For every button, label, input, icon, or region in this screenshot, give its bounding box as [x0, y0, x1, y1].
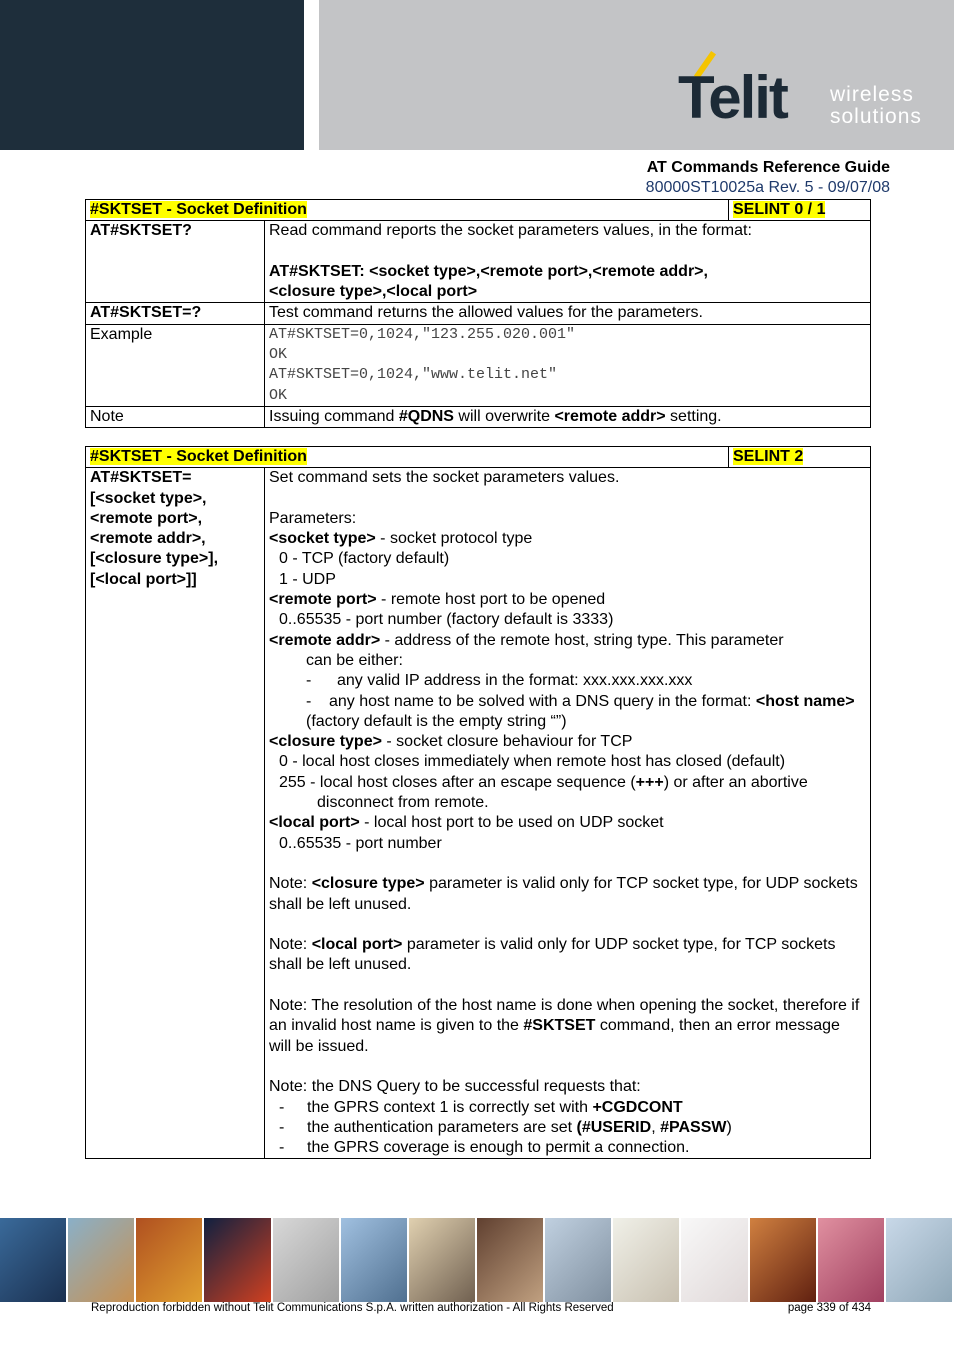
document-title: [646, 158, 890, 198]
table-title: #SKTSET - Socket Definition: [90, 448, 307, 465]
copyright-notice: Reproduction forbidden without Telit Communications S.p.A. written authorization - All Rights Reserved: [91, 1302, 614, 1314]
command-name: AT#SKTSET=?: [86, 303, 265, 324]
table-row: [86, 221, 871, 303]
table-header-row: [86, 200, 871, 221]
row-label: Example: [86, 324, 265, 406]
table-title: #SKTSET - Socket Definition: [90, 201, 307, 218]
command-syntax: AT#SKTSET= [<socket type>, <remote port>, <remote addr>, [<closure type>], [<local port>]]: [86, 468, 265, 1159]
command-description: Set command sets the socket parameters values. Parameters: <socket type> - socket protocol type 0 - TCP (factory default) 1 - UDP <remote port> - remote host port to be opened 0..65535 - port number (factory default is 3333) <remote addr> - address of the remote host, string type. This parameter can be either: - any valid IP address in the format: xxx.xxx.xxx.xxx - any host name to be solved with a DNS query in the format: <host name> (factory default is the empty string “”) <closure type> - socket closure behaviour for TCP 0 - local host closes immediately when remote host has closed (default) 255 - local host closes after an escape sequence (+++) or after an abortive disconnect from remote. <local port> - local host port to be used on UDP socket 0..65535 - port number Note: <closure type> parameter is valid only for TCP socket type, for UDP sockets shall be left unused. Note: <local port> parameter is valid only for UDP socket type, for TCP sockets shall be left unused. Note: The resolution of the host name is done when opening the socket, therefore if an invalid host name is given to the #SKTSET command, then an error message will be issued. Note: the DNS Query to be successful requests that: - the GPRS context 1 is correctly set with +CGDCONT - the authentication parameters are set (#USERID, #PASSW) - the GPRS coverage is enough to permit a connection.: [265, 468, 871, 1159]
param-closure-type: <closure type> - socket closure behaviour for TCP: [269, 733, 633, 751]
param-socket-type: <socket type> - socket protocol type: [269, 530, 533, 548]
command-table-selint-2: [85, 446, 871, 1159]
command-description: Test command returns the allowed values for the parameters.: [265, 303, 871, 324]
logo-wordmark: Telit: [678, 64, 787, 131]
guide-title: AT Commands Reference Guide: [646, 159, 890, 176]
note-closure: Note: <closure type> parameter is valid only for TCP socket type, for UDP sockets shall be left unused.: [269, 875, 858, 913]
doc-reference: 80000ST10025a Rev. 5 - 09/07/08: [645, 179, 890, 196]
table-row: [86, 406, 871, 427]
param-local-port: <local port> - local host port to be used on UDP socket: [269, 814, 664, 832]
example-code: AT#SKTSET=0,1024,"123.255.020.001" OK AT#SKTSET=0,1024,"www.telit.net" OK: [265, 324, 871, 406]
page-footer: [91, 1302, 871, 1314]
logo-tagline: wireless solutions: [830, 83, 922, 128]
row-label: Note: [86, 406, 265, 427]
telit-logo: [672, 48, 932, 136]
table-row: [86, 324, 871, 406]
note-dns-query: Note: the DNS Query to be successful requests that:: [269, 1078, 641, 1096]
header-dark-panel: [0, 0, 304, 150]
command-description: Read command reports the socket parameters values, in the format: AT#SKTSET: <socket type>,<remote port>,<remote addr>, <closure type>,<local port>: [265, 221, 871, 303]
param-remote-port: <remote port> - remote host port to be opened: [269, 591, 606, 609]
table-row: [86, 468, 871, 1159]
footer-photo-strip: [0, 1218, 954, 1302]
command-name: AT#SKTSET?: [86, 221, 265, 303]
selint-label: SELINT 2: [733, 448, 804, 465]
page-number: page 339 of 434: [787, 1302, 871, 1314]
selint-label: SELINT 0 / 1: [733, 201, 826, 218]
note-local-port: Note: <local port> parameter is valid only for UDP socket type, for TCP sockets shall be left unused.: [269, 936, 836, 974]
note-host-resolution: Note: The resolution of the host name is done when opening the socket, therefore if an invalid host name is given to the #SKTSET command, then an error message will be issued.: [269, 997, 860, 1055]
param-remote-addr: <remote addr> - address of the remote host, string type. This parameter: [269, 631, 784, 649]
table-row: [86, 303, 871, 324]
command-table-selint-0-1: [85, 199, 871, 428]
table-header-row: [86, 447, 871, 468]
note-text: Issuing command #QDNS will overwrite <remote addr> setting.: [265, 406, 871, 427]
